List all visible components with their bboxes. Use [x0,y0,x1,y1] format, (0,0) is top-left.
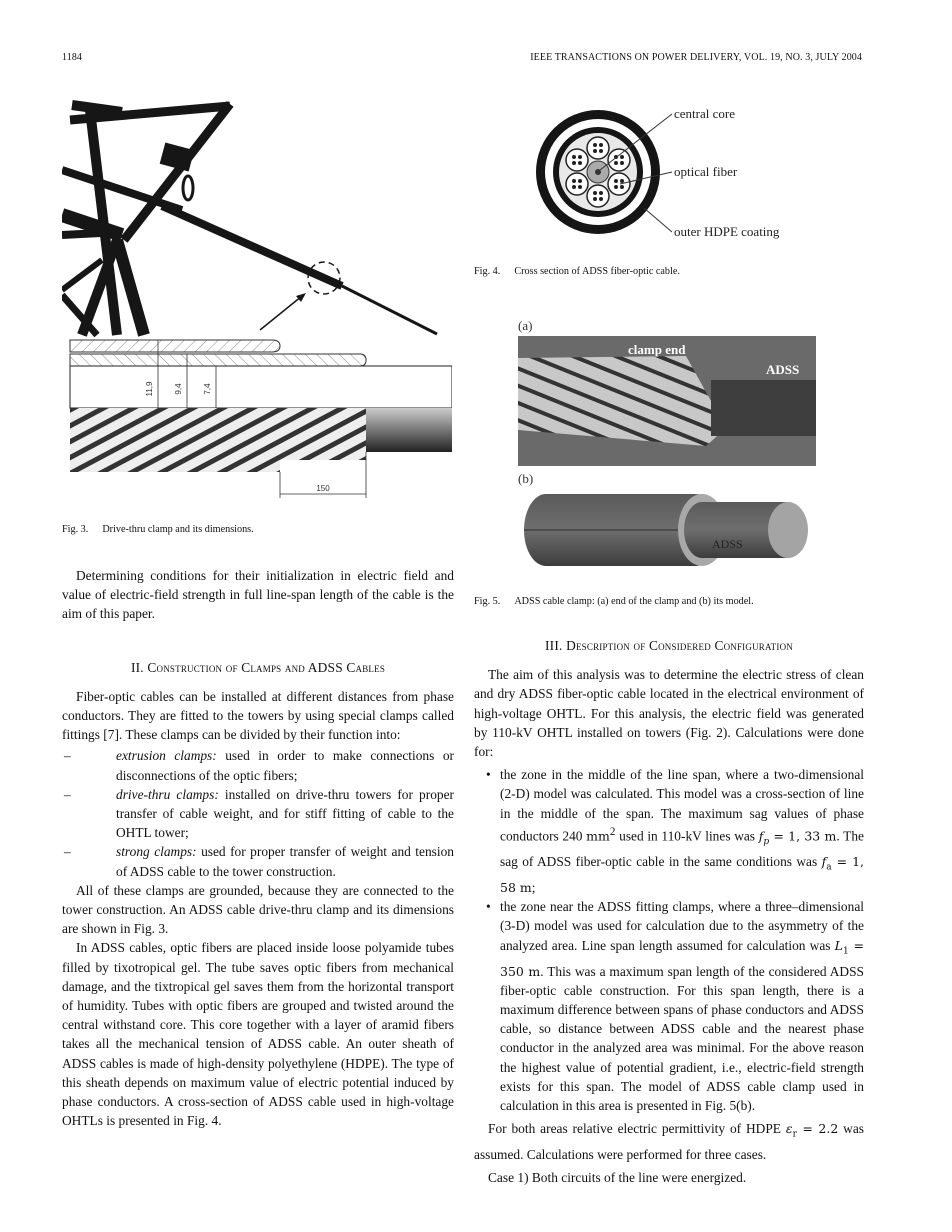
fig4-caption [474,266,680,277]
list-item: – drive-thru clamps: installed on drive-thru towers for proper transfer of cable weight, and for stiff fitting of cable to the OHTL tower; [64,786,454,841]
tower-photo [62,104,437,335]
list-item-2d-zone: • the zone in the middle of the line span, where a two-dimensional (2-D) model was calculated. This model was a cross-section of line in the middle of the span. The maximum sag values of phase conductors 240 $mm^2$ used in 110-kV lines was $f_p = 1$, 33 m. The sag of ADSS fiber-optic cable in the same conditions was $f_a = 1$, 58 m; [486,767,864,896]
dim-7-4: 7,4 [203,383,212,395]
label-central-core: central core [674,106,735,121]
paragraph-adss-cables: In ADSS cables, optic fibers are placed inside loose polyamide tubes filled by tixotropical gel. The tube saves optic fibers from mechanical damage, and the tixtropical gel saves them from the horizontal transport of humidity. Tubes with optic fibers are grouped and twisted around the central withstand core. This core together with a layer of aramid fibers takes all the mechanical tension of ADSS cable. An outer sheath of ADSS cables is made of high-density polyethylene (HDPE). The type of this sheath depends on maximum value of electric potential induced by phase conductors. A cross-section of ADSS cable used in high-voltage OHTLs is presented in Fig. 4. [62,940,454,1129]
fig5-caption [474,596,754,607]
dim-150: 150 [316,484,330,493]
figure-5 [516,318,822,572]
fig4-number: Fig. 4. [474,266,501,277]
dim-11-9: 11,9 [145,381,154,397]
figure-4 [520,96,820,246]
label-outer-coating: outer HDPE coating [674,224,780,239]
left-column [62,566,454,1130]
clamp-drawing [70,340,452,498]
clamp-end-label: clamp end [628,342,686,357]
dim-9-4: 9,4 [174,383,183,395]
fig5-caption-text: ADSS cable clamp: (a) end of the clamp and (b) its model. [514,596,754,607]
paragraph-grounded: All of these clamps are grounded, because they are connected to the tower construction. An ADSS cable drive-thru clamp and its dimensions are shown in Fig. 3. [62,882,454,937]
list-item: – extrusion clamps: used in order to make connections or disconnections of the optic fibers; [64,748,454,783]
section-3-heading: III. Description of Considered Configuration [545,638,793,653]
adss-clamp-images [516,318,822,572]
intro-paragraph: Determining conditions for their initialization in electric field and value of electric-field strength in full line-span length of the cable is the aim of this paper. [62,568,454,622]
fig3-number: Fig. 3. [62,524,89,535]
drive-thru-clamp-illustration [62,100,452,510]
running-header: IEEE TRANSACTIONS ON POWER DELIVERY, VOL. 19, NO. 3, JULY 2004 [530,52,862,63]
panel-b-label: (b) [518,471,534,486]
fig5-number: Fig. 5. [474,596,501,607]
list-item: – strong clamps: used for proper transfer of weight and tension of ADSS cable to the tower construction. [64,844,454,879]
arrow [260,296,302,330]
right-column [474,636,864,1187]
paragraph-fiber-optic: Fiber-optic cables can be installed at different distances from phase conductors. They are fitted to the towers by using special clamps called fittings [7]. These clamps can be divided by their function into: [62,688,454,743]
page-number: 1184 [62,52,83,63]
fig4-caption-text: Cross section of ADSS fiber-optic cable. [514,266,680,277]
adss-label-a: ADSS [766,362,800,377]
calc-zones-list [474,765,864,1115]
clamp-types-list [62,746,454,880]
case-1: Case 1) Both circuits of the line were energized. [488,1170,747,1186]
paragraph-aim: The aim of this analysis was to determine the electric stress of clean and dry ADSS fiber-optic cable located in the electrical environment of high-voltage OHTL. For this analysis, the electric field was generated by 110-kV OHTL installed on towers (Fig. 2). Calculations were done for: [474,667,864,760]
fig3-caption-text: Drive-thru clamp and its dimensions. [102,524,254,535]
fig3-caption [62,524,254,535]
adss-label-b: ADSS [712,537,743,551]
panel-a-label: (a) [518,318,533,333]
figure-3 [62,100,452,510]
label-optical-fiber: optical fiber [674,164,738,179]
list-item-3d-zone: • the zone near the ADSS fitting clamps, where a three–dimensional (3-D) model was used for calculation due to the asymmetry of the analyzed area. Line span length assumed for calculation was $L_1 = 350$ m. This was a maximum span length of the considered ADSS fiber-optic cable construction. For this span length, there is a maximum difference between spans of phase conductors and ADSS cable, so distance between ADSS cable and the nearest phase conductor in the analyzed area was minimal. For the above reason the highest value of potential gradient, i.e., electric-field strength exists for this span. The model of ADSS cable clamp used in calculation in this area is presented in Fig. 5(b). [486,899,864,1113]
cable-cross-section [520,96,820,246]
section-2-heading: II. Construction of Clamps and ADSS Cables [130,659,386,675]
paragraph-permittivity: For both areas relative electric permittivity of HDPE $\varepsilon_r = 2.2$ was assumed. Calculations were performed for three cases. [474,1121,864,1163]
